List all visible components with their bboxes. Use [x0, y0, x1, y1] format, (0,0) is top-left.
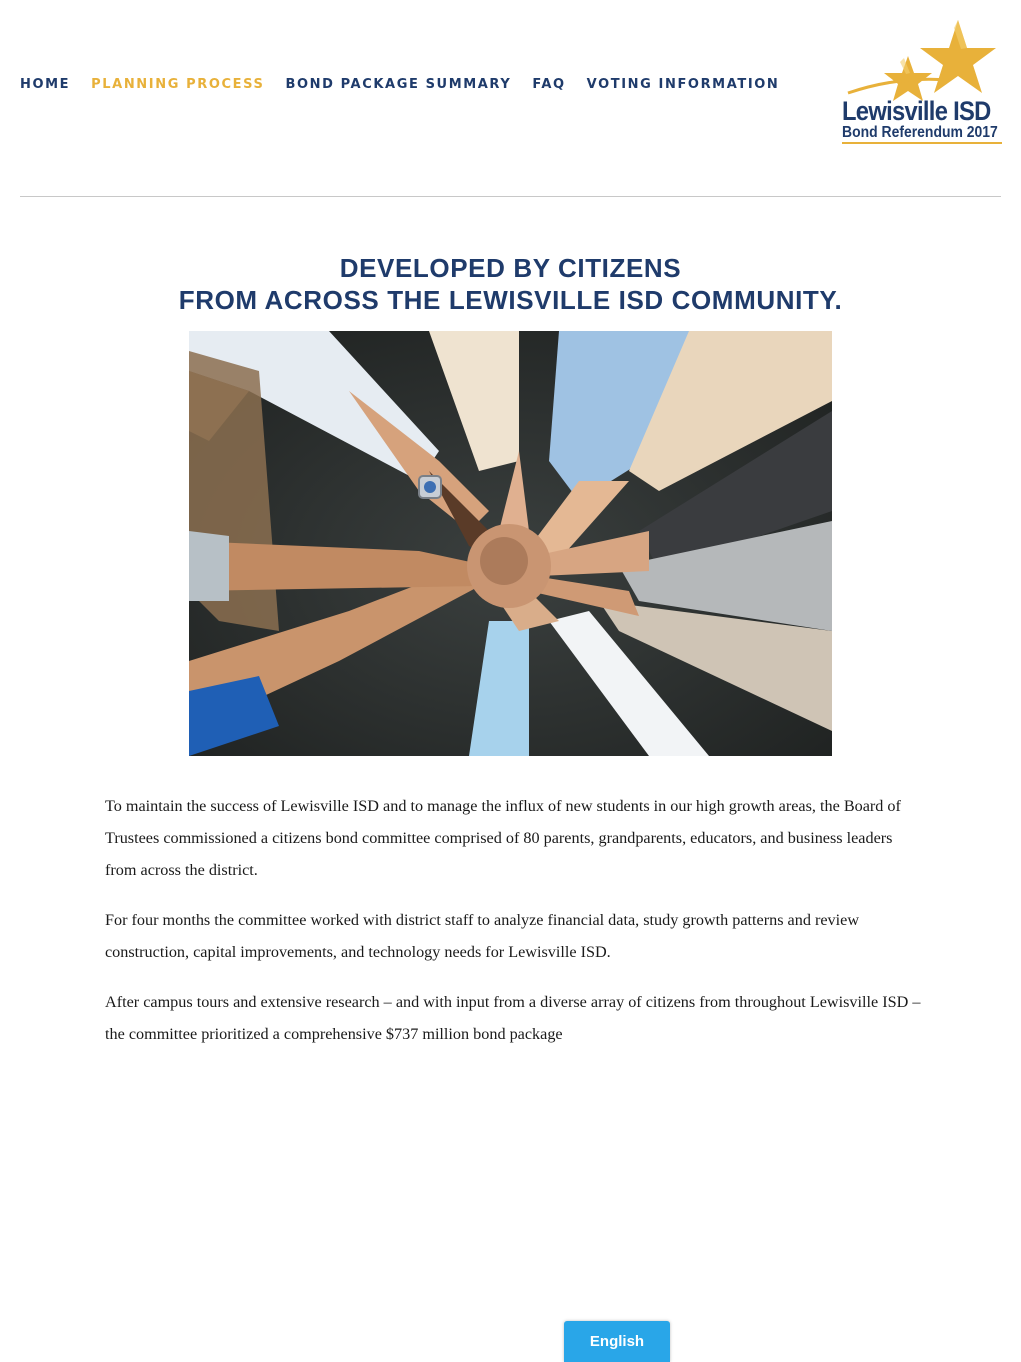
logo-subtitle: Bond Referendum 2017 [842, 124, 998, 141]
page-heading [0, 252, 1021, 316]
paragraph-1: To maintain the success of Lewisville ISD and to manage the influx of new students in our high growth areas, the Board of Trustees commissioned a citizens bond committee comprised of 80 parents, grandparents, educators, and business leaders from across the district. [105, 797, 901, 879]
stars-icon [838, 18, 1008, 108]
main-nav [20, 77, 800, 92]
page-heading-line-2: FROM ACROSS THE LEWISVILLE ISD COMMUNITY. [178, 285, 843, 315]
paragraph-2: For four months the committee worked with district staff to analyze financial data, study growth patterns and review construction, capital improvements, and technology needs for Lewisville ISD. [105, 911, 860, 961]
body-text [105, 790, 925, 1068]
nav-item-planning-process[interactable]: PLANNING PROCESS [91, 77, 265, 92]
hero-image-hands-together [189, 331, 832, 756]
logo-underline [842, 142, 1002, 144]
nav-item-faq[interactable]: FAQ [532, 77, 566, 92]
nav-item-bond-package-summary[interactable]: BOND PACKAGE SUMMARY [285, 77, 512, 92]
paragraph-3: After campus tours and extensive research – and with input from a diverse array of citizens from throughout Lewisville ISD – the committee prioritized a comprehensive $737 million bond package [105, 993, 921, 1043]
site-header [0, 0, 1021, 197]
logo-title: Lewisville ISD [842, 96, 991, 126]
header-divider [20, 196, 1001, 197]
site-logo[interactable] [838, 18, 1008, 148]
nav-item-home[interactable]: HOME [20, 77, 71, 92]
page-heading-line-1: DEVELOPED BY CITIZENS [339, 253, 682, 283]
nav-item-voting-information[interactable]: VOTING INFORMATION [586, 77, 780, 92]
language-select-button[interactable]: English [564, 1321, 670, 1362]
